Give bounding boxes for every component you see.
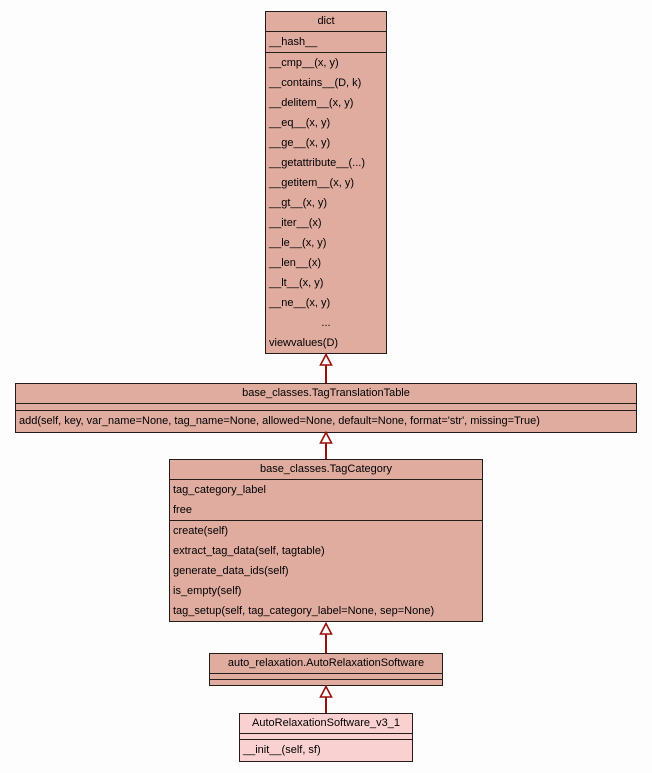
method-row: __ge__(x, y) bbox=[269, 137, 331, 149]
method-row: viewvalues(D) bbox=[269, 337, 339, 349]
method-row: __len__(x) bbox=[269, 257, 321, 269]
class-title-tag-category: base_classes.TagCategory bbox=[259, 463, 393, 475]
method-row: __ne__(x, y) bbox=[269, 297, 331, 309]
attribute-row: free bbox=[173, 504, 192, 516]
class-box-auto-relaxation-software-v3-1 bbox=[239, 713, 413, 762]
class-title-auto-relaxation-software: auto_relaxation.AutoRelaxationSoftware bbox=[227, 657, 425, 669]
attribute-row: tag_category_label bbox=[173, 484, 266, 496]
method-row: __cmp__(x, y) bbox=[269, 57, 339, 69]
class-title-dict: dict bbox=[317, 15, 335, 27]
ellipsis-row: ... bbox=[321, 317, 331, 329]
methods-section bbox=[240, 739, 412, 761]
inheritance-arrow bbox=[319, 431, 333, 459]
method-row: __lt__(x, y) bbox=[269, 277, 324, 289]
method-row: is_empty(self) bbox=[173, 585, 242, 597]
method-row: tag_setup(self, tag_category_label=None, sep=None) bbox=[173, 605, 435, 617]
method-row: __gt__(x, y) bbox=[269, 197, 328, 209]
attributes-section bbox=[170, 479, 482, 520]
class-title-tag-translation-table: base_classes.TagTranslationTable bbox=[242, 387, 410, 399]
method-row: __eq__(x, y) bbox=[269, 117, 331, 129]
methods-section bbox=[266, 52, 386, 353]
method-row: __init__(self, sf) bbox=[243, 744, 321, 756]
method-row: create(self) bbox=[173, 525, 229, 537]
method-row: __iter__(x) bbox=[269, 217, 322, 229]
class-box-tag-translation-table bbox=[15, 383, 637, 433]
class-box-dict bbox=[265, 11, 387, 354]
attributes-section-empty bbox=[16, 403, 636, 410]
attributes-section bbox=[266, 31, 386, 52]
methods-section bbox=[170, 520, 482, 621]
method-row: __getitem__(x, y) bbox=[269, 177, 354, 189]
method-row: __getattribute__(...) bbox=[269, 157, 366, 169]
inheritance-arrow bbox=[319, 685, 333, 713]
method-row: generate_data_ids(self) bbox=[173, 565, 289, 577]
class-title-auto-relaxation-software-v3-1: AutoRelaxationSoftware_v3_1 bbox=[252, 717, 400, 729]
method-row: add(self, key, var_name=None, tag_name=None, allowed=None, default=None, format='str', missing=True) bbox=[19, 415, 540, 427]
method-row: __delitem__(x, y) bbox=[269, 97, 354, 109]
inheritance-arrow bbox=[319, 353, 333, 383]
method-row: extract_tag_data(self, tagtable) bbox=[173, 545, 325, 557]
method-row: __le__(x, y) bbox=[269, 237, 327, 249]
class-box-auto-relaxation-software bbox=[209, 653, 443, 686]
class-box-tag-category bbox=[169, 459, 483, 622]
methods-section bbox=[16, 410, 636, 432]
inheritance-arrow bbox=[319, 622, 333, 653]
method-row: __contains__(D, k) bbox=[269, 77, 362, 89]
attribute-row: __hash__ bbox=[269, 36, 318, 48]
